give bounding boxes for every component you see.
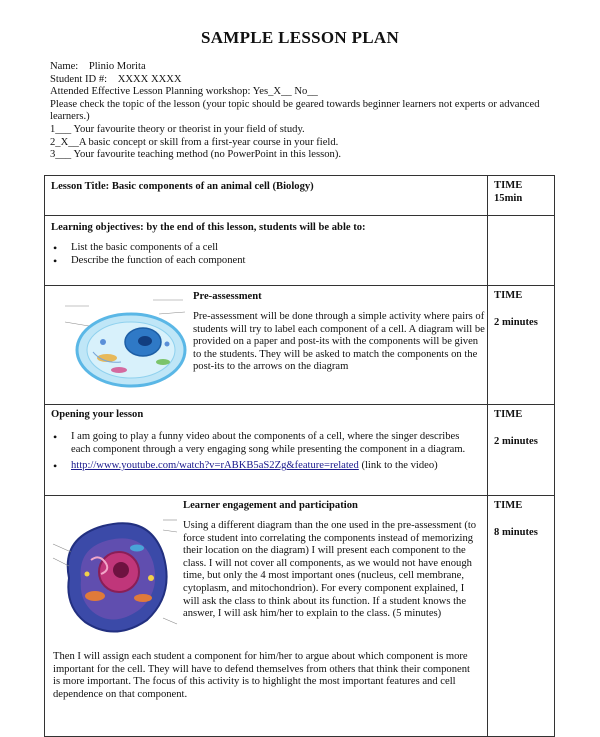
name-value: Plinio Morita xyxy=(88,61,146,72)
objectives-row xyxy=(45,216,555,286)
lesson-time-value: 15min xyxy=(494,193,523,204)
animal-cell-diagram-1 xyxy=(63,292,189,392)
pre-assessment-heading: Pre-assessment xyxy=(193,291,262,302)
pre-assessment-text: Pre-assessment will be done through a simple activity where pairs of students will try to label each component of a cell. A diagram will be provided on a paper and post-its with the components will be given to the students. They will be asked to match the components on the post-its to the arrows on the diagram xyxy=(193,311,485,373)
name-label: Name: xyxy=(50,61,79,72)
opening-time xyxy=(488,405,554,448)
opening-link-item xyxy=(51,460,479,473)
name-line xyxy=(50,61,570,74)
engagement-text: Using a different diagram than the one used in the pre-assessment (to force student into correlating the components instead of memorizing their location on the diagram) I will present each component to the class. I will not cover all components, as we would not have enough time, but only the 4 most important ones (nucleus, cell membrane, cytoplasm, and mitochondrion). For every component explained, I will ask the class to think about its function. If a student knows the answer, I will ask him/her to explain to the class. (5 minutes) xyxy=(183,520,477,620)
student-id-line xyxy=(50,74,570,87)
engagement-time-label: TIME xyxy=(494,500,523,511)
pre-assessment-row xyxy=(45,286,555,405)
student-info xyxy=(50,61,570,162)
lesson-plan-table xyxy=(44,175,555,737)
opening-time-label: TIME xyxy=(494,409,523,420)
engagement-time xyxy=(488,496,554,539)
student-id-label: Student ID #: xyxy=(50,73,108,85)
objectives-heading: Learning objectives: by the end of this lesson, students will be able to: xyxy=(51,222,366,233)
opening-heading: Opening your lesson xyxy=(51,409,144,420)
pre-assessment-time xyxy=(488,286,554,329)
engagement-text-2: Then I will assign each student a component for him/her to argue about which component is more important for the cell. They will have to defend themselves from others that think their component is more important. The focus of this activity is to highlight the most important features and cell dependence on that component. xyxy=(53,651,470,700)
topic-option-3: 3___ Your favourite teaching method (no PowerPoint in this lesson). xyxy=(50,149,342,161)
topic-option-1: 1___ Your favourite theory or theorist in your field of study. xyxy=(50,123,305,135)
lesson-time-label: TIME xyxy=(494,180,523,191)
cell-illustration-1 xyxy=(63,292,189,392)
pre-assessment-time-value: 2 minutes xyxy=(494,317,538,328)
opening-list xyxy=(51,431,487,473)
objective-item: • List the basic components of a cell xyxy=(51,242,487,255)
workshop-line: Attended Effective Lesson Planning workshop: Yes_X__ No__ xyxy=(50,86,318,98)
topic-option-2: 2_X__A basic concept or skill from a first-year course in your field. xyxy=(50,136,339,148)
objectives-list xyxy=(51,242,487,267)
student-id-value: XXXX XXXX xyxy=(117,73,182,85)
instructions-text: Please check the topic of the lesson (your topic should be geared towards beginner learners not experts or advanced learners.) xyxy=(50,98,540,123)
cell-illustration-2 xyxy=(51,508,179,646)
lesson-time xyxy=(488,176,554,205)
engagement-heading: Learner engagement and participation xyxy=(183,500,358,511)
opening-time-value: 2 minutes xyxy=(494,436,538,447)
page-title: SAMPLE LESSON PLAN xyxy=(200,28,400,47)
engagement-row xyxy=(45,496,555,737)
lesson-title: Lesson Title: Basic components of an animal cell (Biology) xyxy=(51,181,314,192)
animal-cell-diagram-2 xyxy=(51,508,179,646)
opening-item: • I am going to play a funny video about the components of a cell, where the singer describes each component through a very engaging song while presenting the component in a diagram. xyxy=(51,431,479,456)
pre-assessment-time-label: TIME xyxy=(494,290,523,301)
objective-item: • Describe the function of each component xyxy=(51,255,487,268)
engagement-time-value: 8 minutes xyxy=(494,527,538,538)
video-link[interactable]: http://www.youtube.com/watch?v=rABKB5aS2Zg&feature=related xyxy=(71,460,359,472)
opening-row xyxy=(45,405,555,496)
lesson-title-row xyxy=(45,176,555,216)
video-link-note: (link to the video) xyxy=(358,460,438,472)
